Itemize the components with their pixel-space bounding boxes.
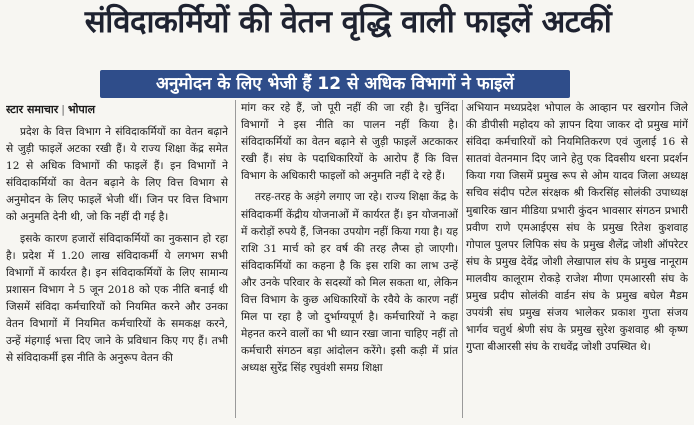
article-column-3 bbox=[466, 100, 688, 422]
subheadline: अनुमोदन के लिए भेजी हैं 12 से अधिक विभागों ने फाइलें bbox=[155, 74, 515, 94]
paragraph: अभियान मध्यप्रदेश भोपाल के आव्हान पर खरगोन जिले की डीपीसी महोदय को ज्ञापन दिया जाकर दो प्रमुख मांगें संविदा कर्मचारियों को नियमितिकरण एवं जुलाई 16 से सातवां वेतनमान दिए जाने हेतु एक दिवसीय धरना प्रदर्शन किया गया जिसमें प्रमुख रूप से ओम यादव जिला अध्यक्ष सचिव संदीप पटेल संरक्षक श्री किरसिंह सोलंकी उपाध्यक्ष मुबारिक खान मीडिया प्रभारी कुंदन भावसार संगठन प्रभारी प्रवीण राणे एमआईएस संघ के प्रमुख रितेश कुशवाह गोपाल पुलपर लिपिक संघ के प्रमुख शैलेंद्र जोशी ऑपरेटर संघ के प्रमुख देवेंद्र जोशी लेखापाल संघ के प्रमुख नानूराम मालवीय कालूराम रोकड़े राजेश मीणा एमआरसी संघ के प्रमुख प्रदीप सोलंकी वार्डन संघ के प्रमुख बघेल मैडम उपयंत्री संघ प्रमुख संजय भालेकर प्रकाश गुप्ता संजय भार्गव चतुर्थ श्रेणी संघ के प्रमुख सुरेश कुशवाह श्री कृष्ण गुप्ता बीआरसी संघ के राधवेंद्र जोशी उपस्थित थे। bbox=[466, 102, 688, 354]
reporter-name: स्टार समाचार bbox=[6, 103, 59, 116]
paragraph: प्रदेश के वित्त विभाग ने संविदाकर्मियों का वेतन बढ़ाने से जुड़ी फाइलें अटका रखी हैं। ये राज्य शिक्षा केंद्र समेत 12 से अधिक विभागों की फाइलें हैं। इन विभागों ने संविदाकर्मियों का वेतन बढ़ाने के लिए वित्त विभाग से अनुमोदन के लिए फाइलें भेजी थीं। जिन पर वित्त विभाग को अनुमति देनी थी, जो कि नहीं दी गई है। bbox=[6, 126, 228, 224]
column-divider bbox=[235, 100, 236, 418]
headline: संविदाकर्मियों की वेतन वृद्धि वाली फाइलें अटकीं bbox=[84, 4, 612, 40]
article-column-1 bbox=[6, 100, 228, 422]
article-column-2 bbox=[241, 100, 458, 422]
subheadline-banner bbox=[100, 70, 570, 98]
paragraph: इसके कारण हजारों संविदाकर्मियों का नुकसान हो रहा है। प्रदेश में 1.20 लाख संविदाकर्मी ये लगभग सभी विभागों में कार्यरत है। इन संविदाकर्मियों के लिए सामान्य प्रशासन विभाग ने 5 जून 2018 को एक नीति बनाई थी जिसमें संविदा कर्मचारियों को नियमित करने और उनका वेतन विभागों में नियमित कर्मचारियों के समकक्ष करने, उन्हें मंहगाई भत्ता दिए जाने के प्रविधान किए गए हैं। तभी से संविदाकर्मी इस नीति के अनुरूप वेतन की bbox=[6, 232, 228, 365]
byline-separator: | bbox=[61, 103, 65, 116]
column-divider bbox=[462, 100, 463, 418]
paragraph: मांग कर रहे हैं, जो पूरी नहीं की जा रही है। चुनिंदा विभागों ने इस नीति का पालन नहीं किया है। संविदाकर्मियों का वेतन बढ़ाने से जुड़ी फाइलें अटकाकर रखी हैं। संघ के पदाधिकारियों के आरोप हैं कि वित्त विभाग के अधिकारी फाइलों को अनुमति नहीं दे रहे हैं। bbox=[241, 102, 458, 183]
dateline-city: भोपाल bbox=[67, 103, 96, 116]
byline bbox=[6, 100, 228, 120]
paragraph: तरह-तरह के अड़ंगे लगाए जा रहे। राज्य शिक्षा केंद्र के संविदाकर्मी केंद्रीय योजनाओं में कार्यरत हैं। इन योजनाओं में करोड़ों रुपये हैं, जिनका उपयोग नहीं किया गया है। यह राशि 31 मार्च को हर वर्ष की तरह लैप्स हो जाएगी। संविदाकर्मियों का कहना है कि इस राशि का लाभ उन्हें और उनके परिवार के सदस्यों को मिल सकता था, लेकिन वित्त विभाग के कुछ अधिकारियों के रवैये के कारण नहीं मिल पा रहा है जो दुर्भाग्यपूर्ण है। कर्मचारियों ने कहा मेहनत करने वालों का भी ध्यान रखा जाना चाहिए नहीं तो कर्मचारी संगठन बड़ा आंदोलन करेंगे। इसी कड़ी में प्रांत अध्यक्ष सुरेंद्र सिंह रघुवंशी समग्र शिक्षा bbox=[241, 191, 458, 375]
